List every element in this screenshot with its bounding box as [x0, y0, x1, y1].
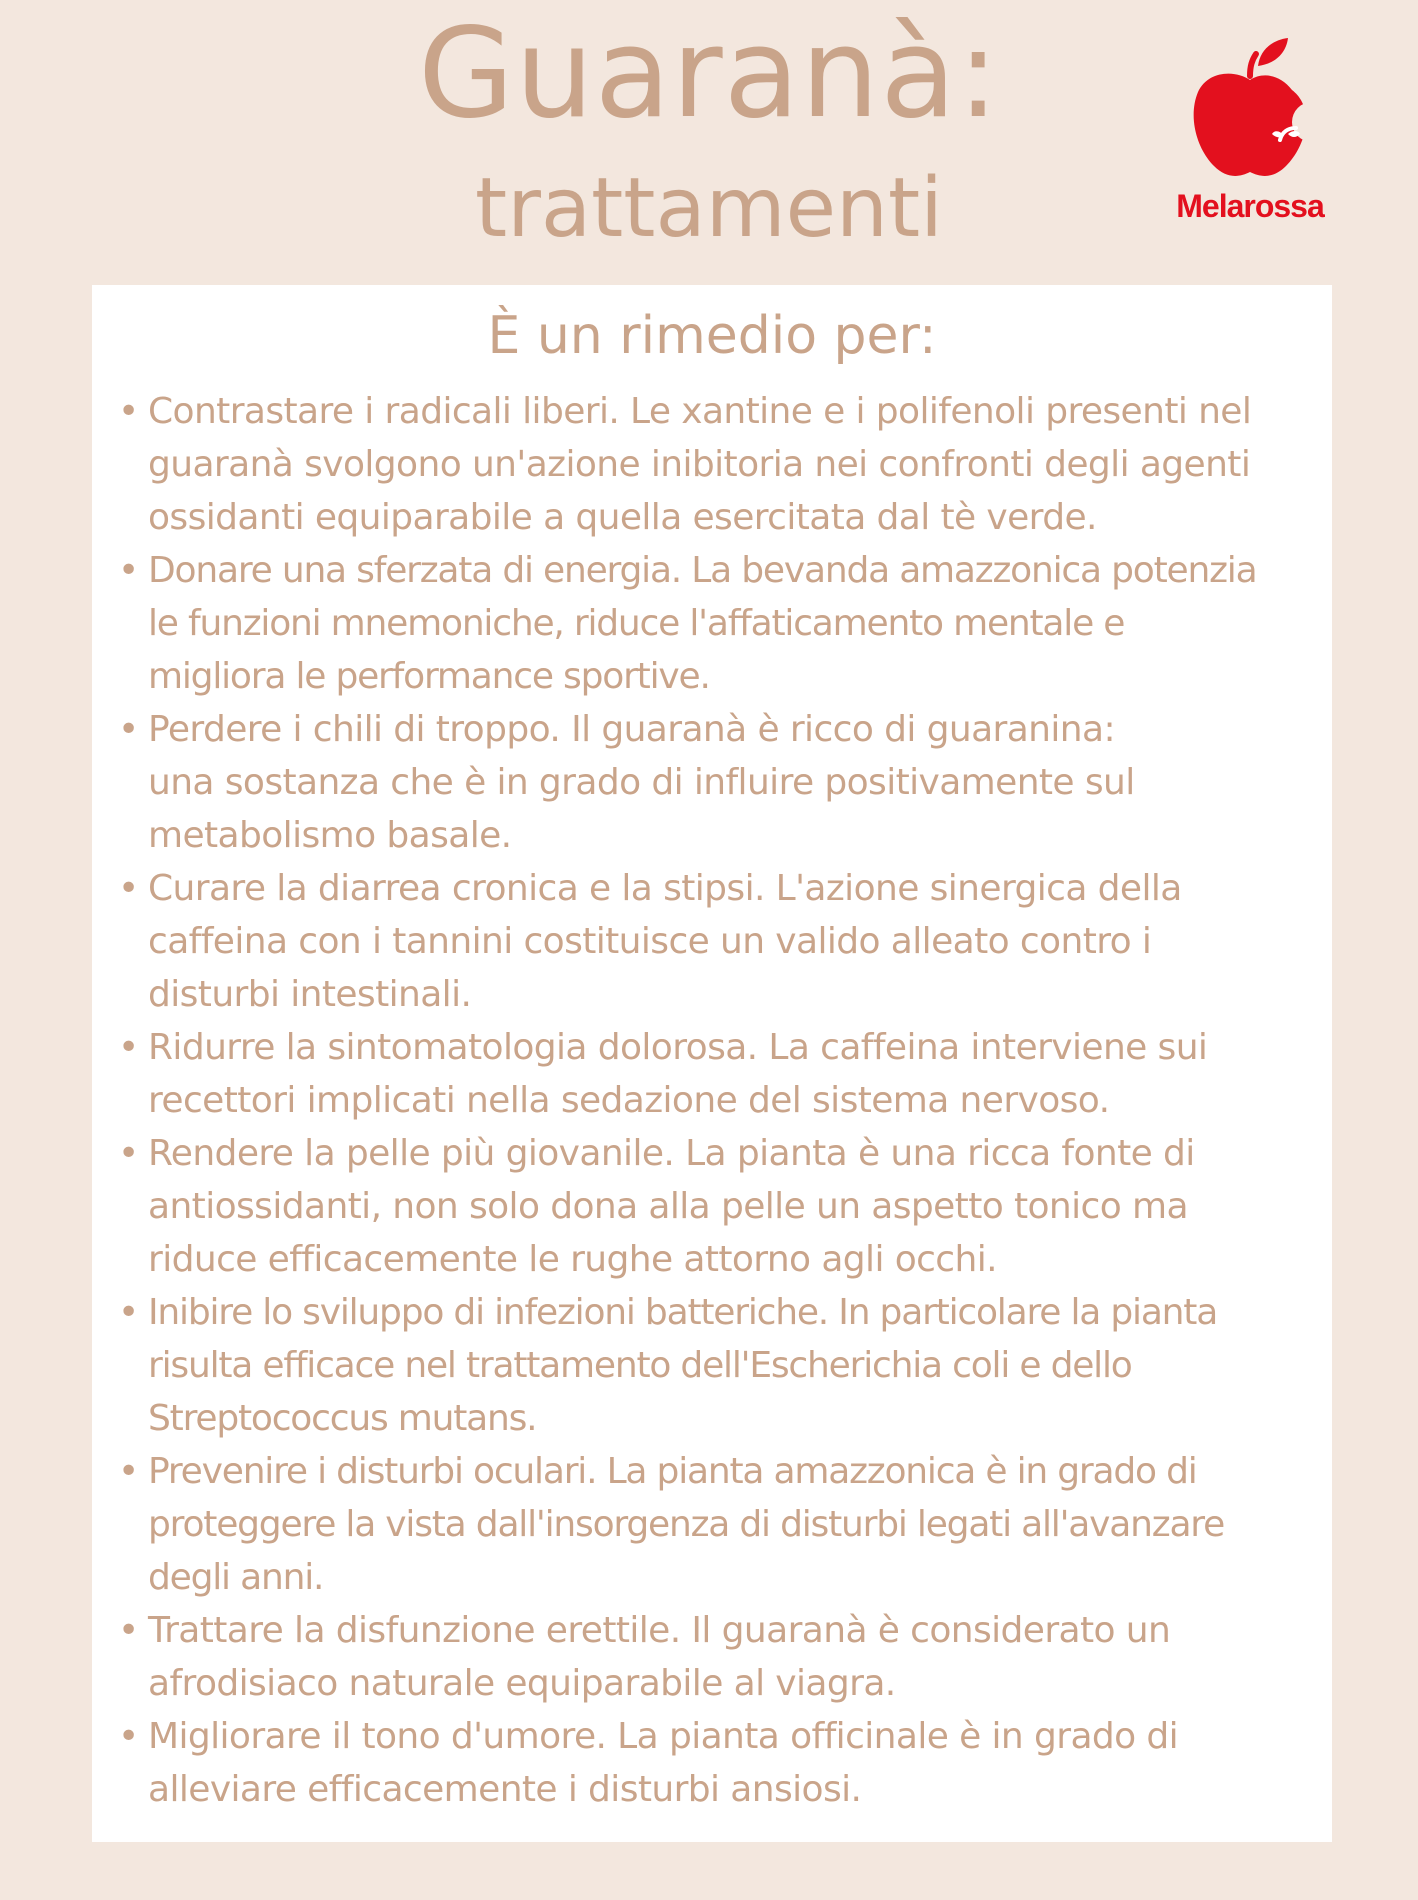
bullet-icon: •: [118, 1133, 139, 1174]
bullet-icon: •: [118, 550, 139, 591]
header: [0, 0, 1418, 285]
remedy-line: Contrastare i radicali liberi. Le xantine e i polifenoli presenti nel: [148, 391, 1252, 432]
remedy-line: Perdere i chili di troppo. Il guaranà è ricco di guaranina:: [148, 709, 1116, 750]
remedy-line: degli anni.: [148, 1557, 324, 1598]
remedy-line: caffeina con i tannini costituisce un valido alleato contro i: [148, 921, 1152, 962]
remedy-line: ossidanti equiparabile a quella esercitata dal tè verde.: [148, 497, 1097, 538]
remedy-line: proteggere la vista dall'insorgenza di disturbi legati all'avanzare: [148, 1504, 1225, 1545]
card-heading: È un rimedio per:: [487, 306, 937, 366]
bullet-icon: •: [118, 1027, 139, 1068]
remedy-line: Curare la diarrea cronica e la stipsi. L'azione sinergica della: [148, 868, 1182, 909]
remedy-item: [118, 862, 1318, 1021]
remedy-line: risulta efficace nel trattamento dell'Escherichia coli e dello: [148, 1345, 1132, 1386]
bullet-icon: •: [118, 1292, 139, 1333]
remedy-item: [118, 1127, 1318, 1286]
remedy-item: [118, 1604, 1318, 1710]
remedies-card: [92, 285, 1332, 1842]
remedy-line: metabolismo basale.: [148, 815, 512, 856]
remedy-list: [118, 385, 1318, 1816]
bullet-icon: •: [118, 1716, 139, 1757]
remedy-line: Ridurre la sintomatologia dolorosa. La caffeina interviene sui: [148, 1027, 1208, 1068]
remedy-item: [118, 703, 1318, 862]
remedy-line: le funzioni mnemoniche, riduce l'affaticamento mentale e: [148, 603, 1125, 644]
remedy-item: [118, 1286, 1318, 1445]
remedy-line: Trattare la disfunzione erettile. Il guaranà è considerato un: [148, 1610, 1171, 1651]
bullet-icon: •: [118, 391, 139, 432]
bullet-icon: •: [118, 868, 139, 909]
page-title: Guaranà:: [418, 2, 1000, 146]
remedy-line: riduce efficacemente le rughe attorno agli occhi.: [148, 1239, 997, 1280]
bullet-icon: •: [118, 1610, 139, 1651]
remedy-item: [118, 1710, 1318, 1816]
remedy-line: disturbi intestinali.: [148, 974, 472, 1015]
remedy-line: guaranà svolgono un'azione inibitoria nei confronti degli agenti: [148, 444, 1251, 485]
remedy-item: [118, 544, 1318, 703]
remedy-line: alleviare efficacemente i disturbi ansiosi.: [148, 1769, 862, 1810]
remedy-item: [118, 1021, 1318, 1127]
melarossa-logo: [1160, 36, 1340, 236]
remedy-line: afrodisiaco naturale equiparabile al viagra.: [148, 1663, 896, 1704]
remedy-line: Migliorare il tono d'umore. La pianta officinale è in grado di: [148, 1716, 1179, 1757]
remedy-line: Donare una sferzata di energia. La bevanda amazzonica potenzia: [148, 550, 1257, 591]
bullet-icon: •: [118, 709, 139, 750]
bullet-icon: •: [118, 1451, 139, 1492]
remedy-item: [118, 385, 1318, 544]
remedy-item: [118, 1445, 1318, 1604]
remedy-line: una sostanza che è in grado di influire positivamente sul: [148, 762, 1135, 803]
remedy-line: Streptococcus mutans.: [148, 1398, 537, 1439]
remedy-line: Inibire lo sviluppo di infezioni batteriche. In particolare la pianta: [148, 1292, 1218, 1333]
remedy-line: Prevenire i disturbi oculari. La pianta amazzonica è in grado di: [148, 1451, 1197, 1492]
apple-icon: [1188, 36, 1312, 182]
page-subtitle: trattamenti: [475, 161, 943, 256]
remedy-line: recettori implicati nella sedazione del sistema nervoso.: [148, 1080, 1110, 1121]
brand-name: Melarossa: [1176, 188, 1324, 224]
remedy-line: migliora le performance sportive.: [148, 656, 710, 697]
remedy-line: antiossidanti, non solo dona alla pelle un aspetto tonico ma: [148, 1186, 1188, 1227]
remedy-line: Rendere la pelle più giovanile. La pianta è una ricca fonte di: [148, 1133, 1195, 1174]
